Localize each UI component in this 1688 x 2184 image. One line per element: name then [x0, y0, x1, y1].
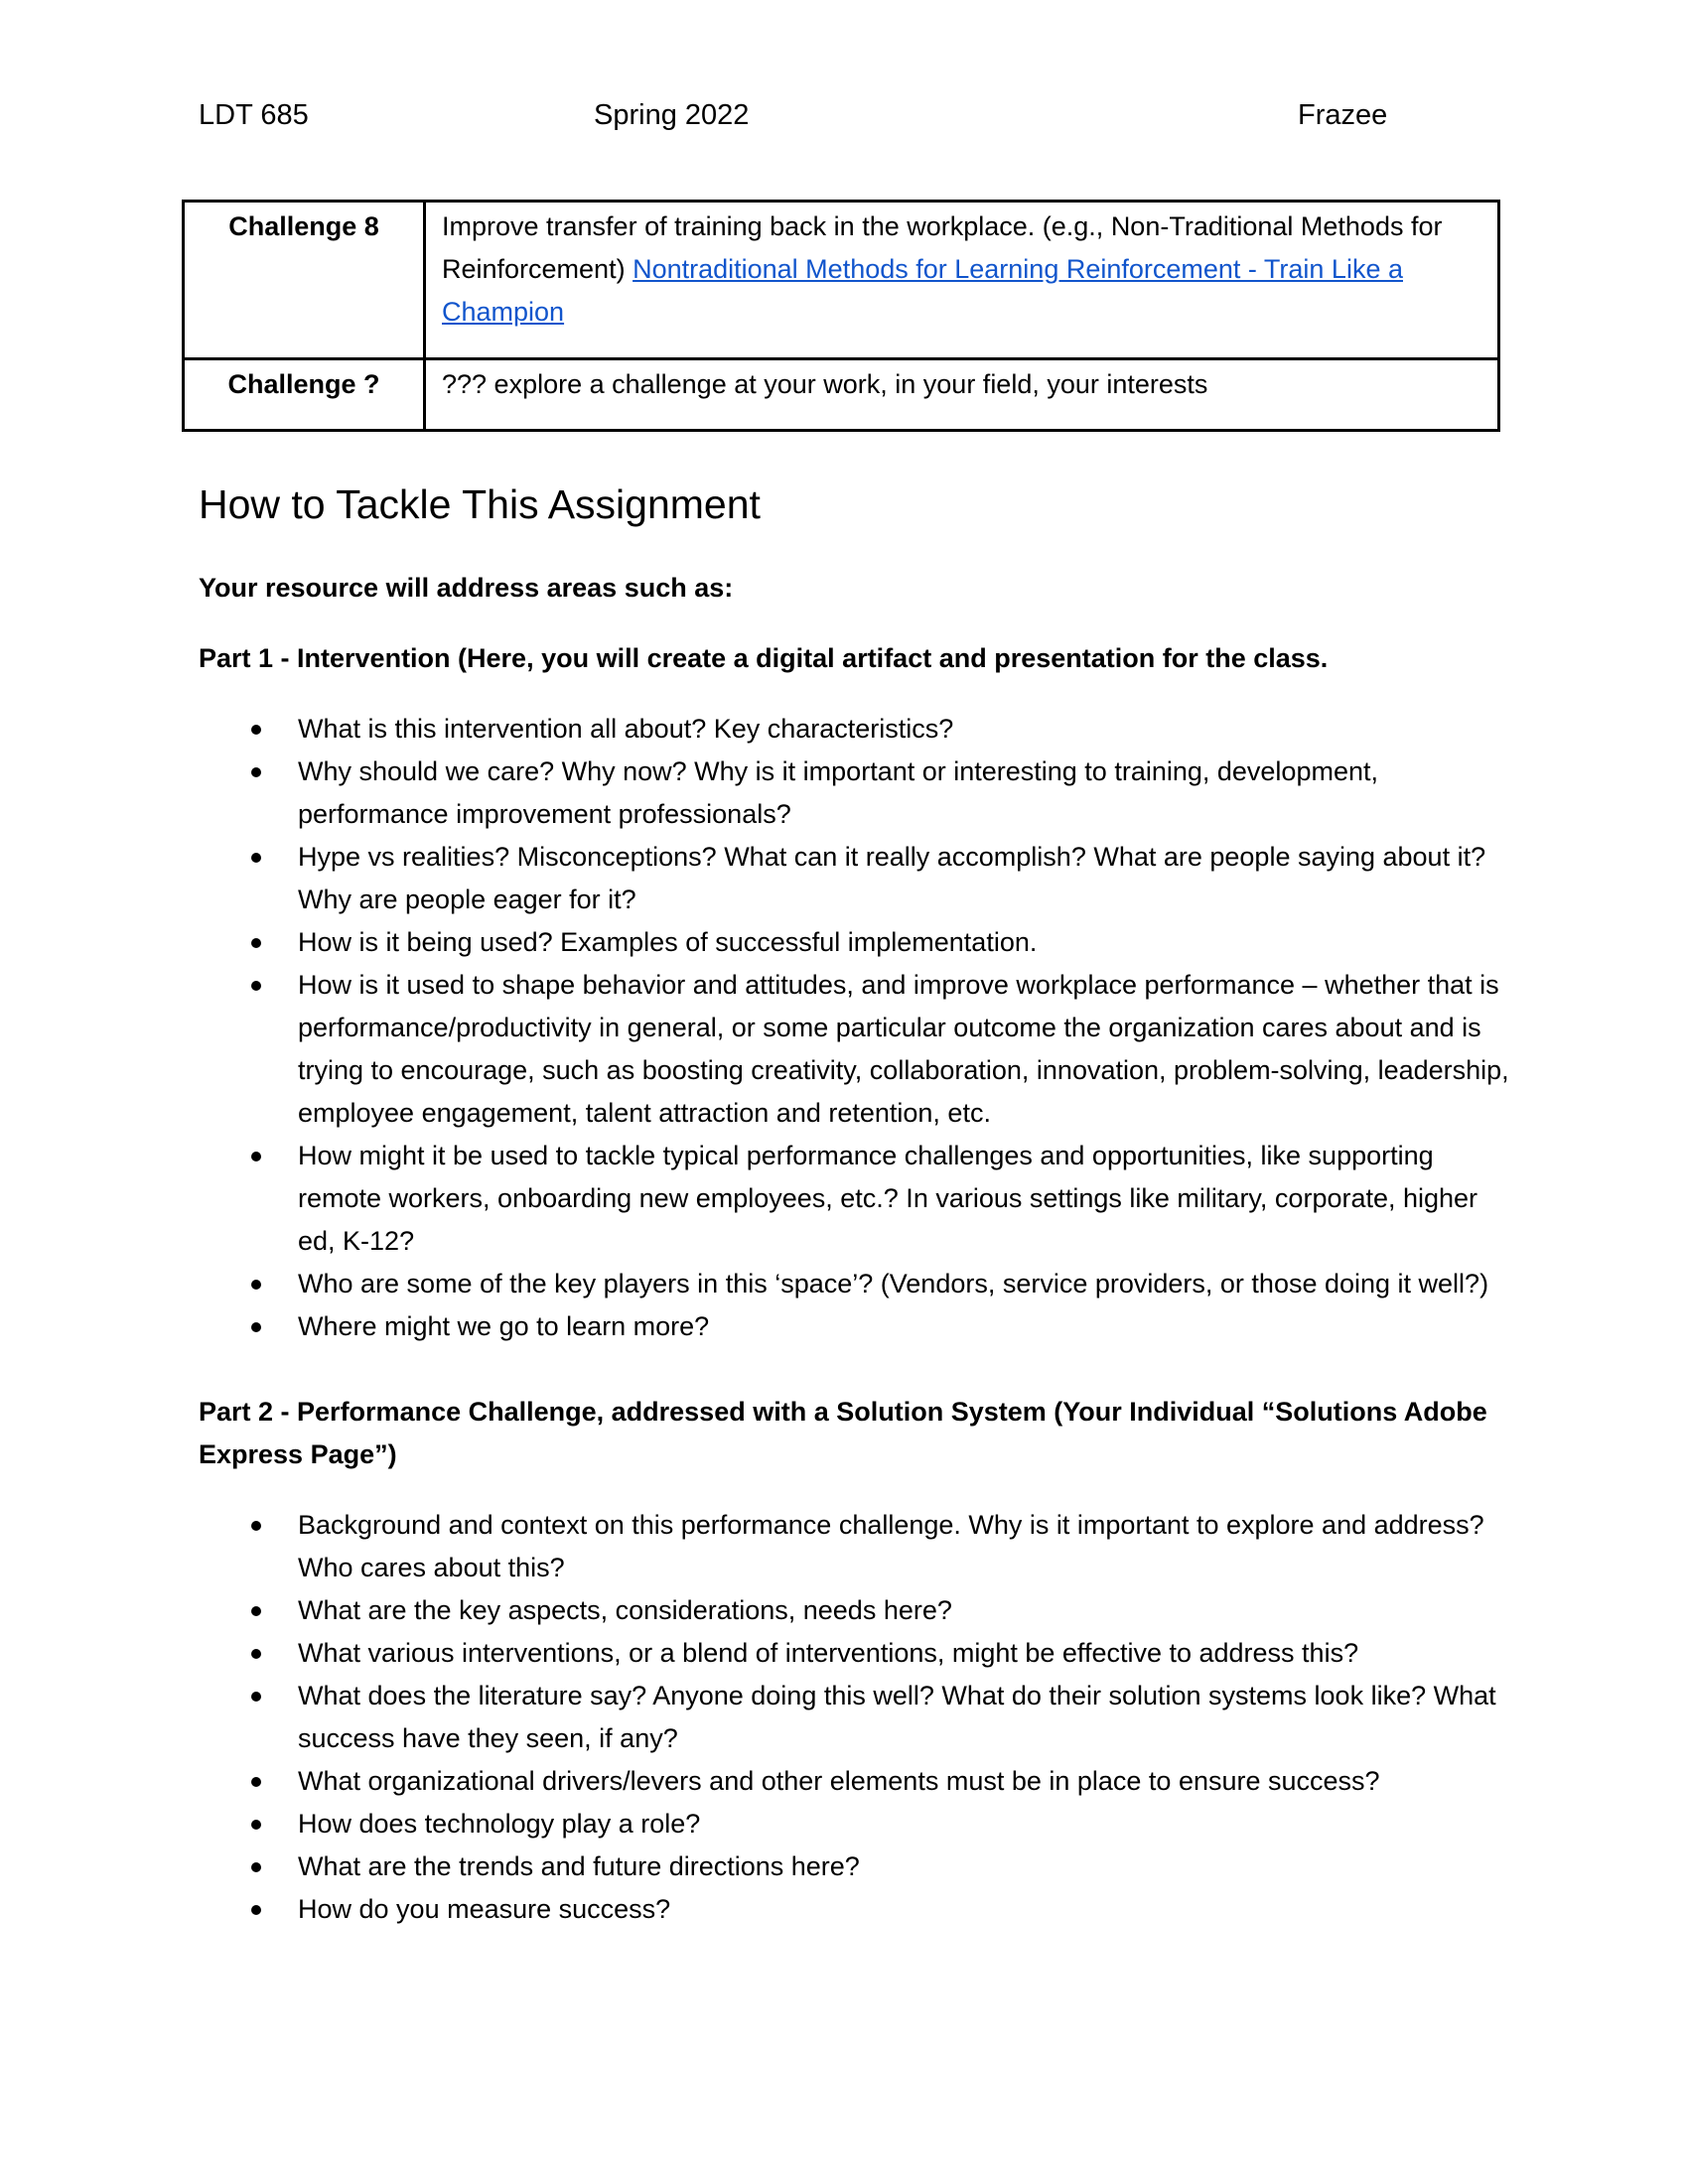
list-item-text: Why should we care? Why now? Why is it important or interesting to training, development, performance improvement professionals?	[298, 756, 1378, 829]
list-item	[199, 708, 1509, 751]
list-item	[199, 1305, 1509, 1348]
bullet-icon	[251, 1777, 261, 1787]
challenge-description	[425, 202, 1499, 359]
challenge-text: Improve transfer of training back in the workplace. (e.g., Non-Traditional Methods for Reinforcement)	[442, 211, 1443, 284]
list-item	[199, 1135, 1509, 1263]
course-code: LDT 685	[199, 99, 309, 131]
list-item	[199, 1888, 1509, 1931]
list-item-text: Where might we go to learn more?	[298, 1311, 710, 1341]
table-row	[184, 359, 1499, 431]
bullet-icon	[251, 1152, 261, 1161]
challenge-description: ??? explore a challenge at your work, in your field, your interests	[425, 359, 1499, 431]
bullet-icon	[251, 981, 261, 991]
list-item	[199, 836, 1509, 921]
bullet-icon	[251, 1862, 261, 1872]
list-item-text: Who are some of the key players in this ‘space’? (Vendors, service providers, or those doing it well?)	[298, 1269, 1489, 1298]
list-item-text: How might it be used to tackle typical performance challenges and opportunities, like supporting remote workers, onboarding new employees, etc.? In various settings like military, corporate, higher ed, K-12?	[298, 1141, 1478, 1256]
table-row	[184, 202, 1499, 359]
challenge-resource-link[interactable]: Nontraditional Methods for Learning Reinforcement - Train Like a Champion	[442, 254, 1403, 327]
list-item-text: Background and context on this performance challenge. Why is it important to explore and address? Who cares about this?	[298, 1510, 1484, 1582]
list-item-text: How do you measure success?	[298, 1894, 671, 1924]
bullet-icon	[251, 1820, 261, 1830]
bullet-icon	[251, 853, 261, 863]
list-item-text: Hype vs realities? Misconceptions? What can it really accomplish? What are people saying about it? Why are people eager for it?	[298, 842, 1486, 914]
bullet-icon	[251, 1322, 261, 1332]
list-item-text: What are the trends and future directions here?	[298, 1851, 860, 1881]
section-title: How to Tackle This Assignment	[199, 481, 761, 527]
list-item-text: What organizational drivers/levers and other elements must be in place to ensure success?	[298, 1766, 1380, 1796]
list-item	[199, 1263, 1509, 1305]
list-item	[199, 921, 1509, 964]
bullet-icon	[251, 1606, 261, 1616]
list-item	[199, 1589, 1509, 1632]
challenge-label: Challenge ?	[184, 359, 425, 431]
bullet-icon	[251, 767, 261, 777]
list-item	[199, 964, 1509, 1135]
part2-heading: Part 2 - Performance Challenge, addressed with a Solution System (Your Individual “Solutions Adobe Express Page”)	[199, 1397, 1487, 1469]
list-item-text: What is this intervention all about? Key characteristics?	[298, 714, 954, 744]
challenges-table	[182, 200, 1500, 432]
list-item-text: What does the literature say? Anyone doing this well? What do their solution systems look like? What success have they seen, if any?	[298, 1681, 1496, 1753]
page-header	[199, 99, 1489, 139]
list-item-text: What are the key aspects, considerations, needs here?	[298, 1595, 952, 1625]
bullet-icon	[251, 725, 261, 735]
bullet-icon	[251, 1649, 261, 1659]
bullet-icon	[251, 1280, 261, 1290]
author-name: Frazee	[1298, 99, 1388, 131]
term: Spring 2022	[594, 99, 750, 131]
list-item-text: What various interventions, or a blend of interventions, might be effective to address this?	[298, 1638, 1359, 1668]
list-item	[199, 1845, 1509, 1888]
list-item	[199, 1504, 1509, 1589]
list-item-text: How is it used to shape behavior and attitudes, and improve workplace performance – whether that is performance/productivity in general, or some particular outcome the organization cares about and is trying to encourage, such as boosting creativity, collaboration, innovation, problem-solving, leadership, employee engagement, talent attraction and retention, etc.	[298, 970, 1509, 1128]
list-item	[199, 1675, 1509, 1760]
bullet-icon	[251, 1521, 261, 1531]
bullet-icon	[251, 938, 261, 948]
bullet-icon	[251, 1905, 261, 1915]
part1-list	[199, 708, 1509, 1348]
list-item	[199, 751, 1509, 836]
list-item	[199, 1632, 1509, 1675]
list-item-text: How is it being used? Examples of successful implementation.	[298, 927, 1038, 957]
part1-heading: Part 1 - Intervention (Here, you will create a digital artifact and presentation for the class.	[199, 643, 1329, 673]
assignment-content	[199, 567, 1509, 1974]
intro-text: Your resource will address areas such as:	[199, 573, 734, 603]
bullet-icon	[251, 1692, 261, 1702]
list-item	[199, 1803, 1509, 1845]
part2-list	[199, 1504, 1509, 1931]
list-item-text: How does technology play a role?	[298, 1809, 701, 1839]
challenge-label: Challenge 8	[184, 202, 425, 359]
list-item	[199, 1760, 1509, 1803]
